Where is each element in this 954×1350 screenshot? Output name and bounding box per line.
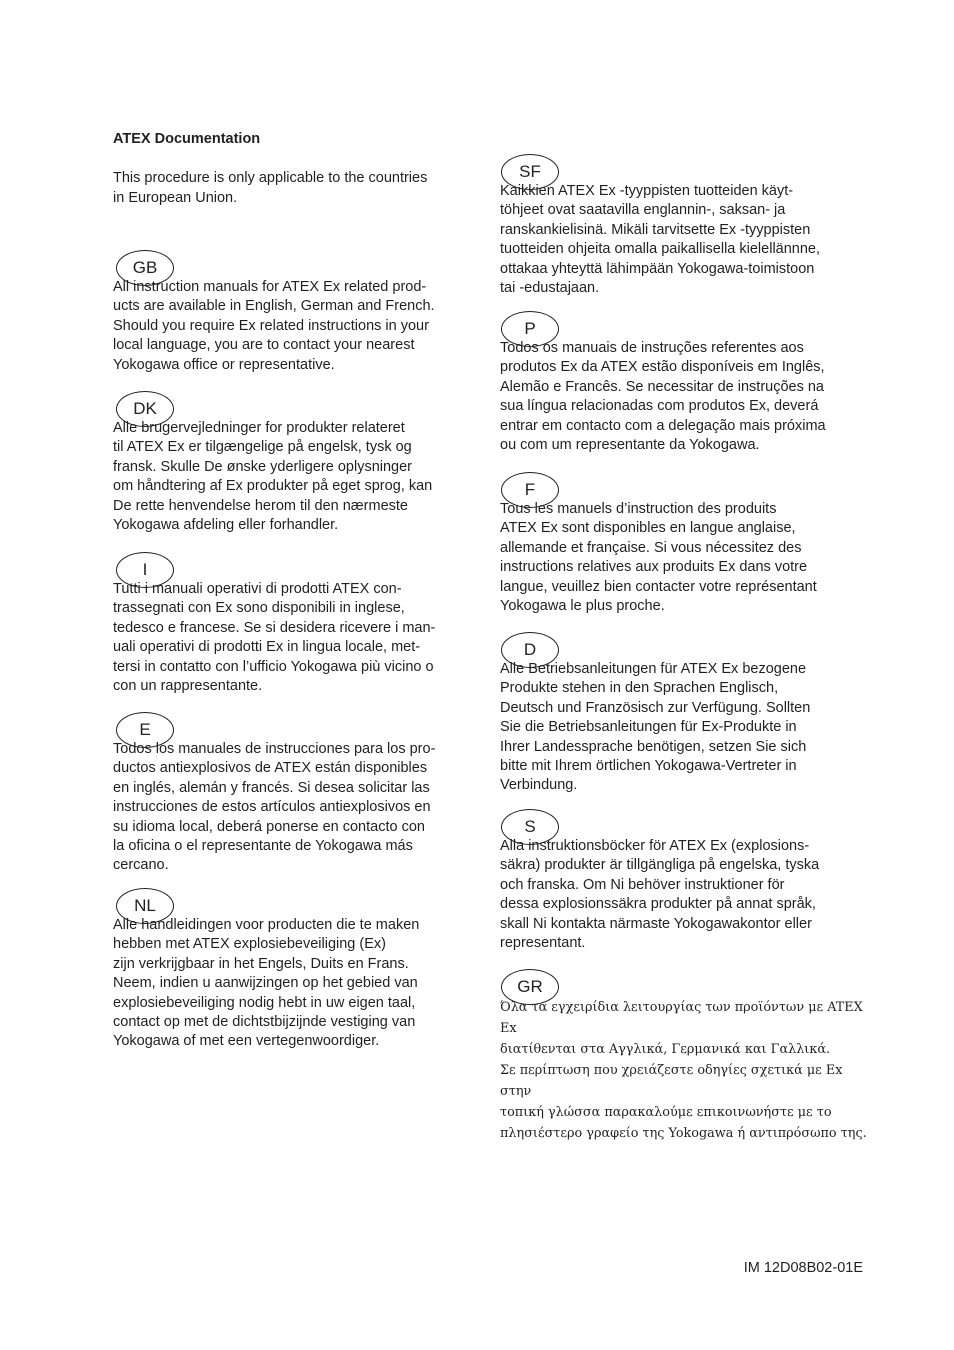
language-code-dk: DK: [116, 391, 174, 427]
language-code-nl: NL: [116, 888, 174, 924]
language-code-e: E: [116, 712, 174, 748]
section-text-dk: Alle brugervejledninger for produkter relateret til ATEX Ex er tilgængelige på engelsk, tysk og fransk. Skulle De ønske yderligere oplysninger om håndtering af Ex produkter på eget sprog, kan De rette henvendelse herom til den nærmeste Yokogawa afdeling eller forhandler.: [113, 420, 433, 534]
section-dk: [113, 391, 483, 535]
section-text-gr: Όλα τα εγχειρίδια λειτουργίας των προϊόντων με ATEX Ex διατίθενται στα Αγγλικά, Γερμανικά και Γαλλικά. Σε περίπτωση που χρειάζεστε οδηγίες σχετικά με Ex στην τοπική γλώσσα παρακαλούμε επικοινωνήστε με το πλησιέστερο γραφείο της Yokogawa ή αντιπρόσωπο της.: [500, 1000, 867, 1141]
section-gb: [113, 250, 483, 375]
intro-text: This procedure is only applicable to the countries in European Union.: [113, 170, 428, 206]
section-text-nl: Alle handleidingen voor producten die te maken hebben met ATEX explosiebeveiliging (Ex) zijn verkrijgbaar in het Engels, Duits en Frans. Neem, indien u aanwijzingen op het gebied van explosiebeveiliging nodig hebt in uw eigen taal, contact op met de dichtstbijzijnde vestiging van Yokogawa of met een vertegenwoordiger.: [113, 917, 420, 1050]
section-nl: [113, 888, 483, 1052]
section-f: [500, 472, 872, 616]
language-code-gb: GB: [116, 250, 174, 286]
section-text-f: Tous les manuels d’instruction des produits ATEX Ex sont disponibles en langue anglaise, allemande et française. Si vous nécessitez des instructions relatives aux produits Ex dans votre langue, veuillez bien contacter votre représentant Yokogawa le plus proche.: [500, 501, 817, 615]
language-code-f: F: [501, 472, 559, 508]
page-title: ATEX Documentation: [113, 131, 261, 147]
language-code-sf: SF: [501, 154, 559, 190]
section-e: [113, 712, 483, 876]
language-code-s: S: [501, 809, 559, 845]
language-code-gr: GR: [501, 969, 559, 1005]
section-text-i: Tutti i manuali operativi di prodotti ATEX con- trassegnati con Ex sono disponibili in inglese, tedesco e francese. Se si desidera ricevere i man- uali operativi di prodotti Ex in lingua locale, met- tersi in contatto con l’ufficio Yokogawa più vicino o con un rappresentante.: [113, 581, 436, 695]
section-d: [500, 632, 872, 796]
section-text-e: Todos los manuales de instrucciones para los pro- ductos antiexplosivos de ATEX están disponibles en inglés, alemán y francés. Si desea solicitar las instrucciones de estos artículos antiexplosivos en su idioma local, deberá ponerse en contacto con la oficina o el representante de Yokogawa más cercano.: [113, 741, 436, 874]
section-text-p: Todos os manuais de instruções referentes aos produtos Ex da ATEX estão disponíveis em Inglês, Alemão e Francês. Se necessitar de instruções na sua língua relacionadas com produtos Ex, deverá entrar em contacto com a delegação mais próxima ou com um representante da Yokogawa.: [500, 340, 826, 454]
section-gr: [500, 969, 872, 1144]
language-code-i: I: [116, 552, 174, 588]
section-text-gb: All instruction manuals for ATEX Ex related prod- ucts are available in English, German and French. Should you require Ex related instructions in your local language, you are to contact your nearest Yokogawa office or representative.: [113, 279, 435, 373]
section-s: [500, 809, 872, 953]
language-code-p: P: [501, 311, 559, 347]
section-text-d: Alle Betriebsanleitungen für ATEX Ex bezogene Produkte stehen in den Sprachen Englisch, Deutsch und Französisch zur Verfügung. Sollten Sie die Betriebsanleitungen für Ex-Produkte in Ihrer Landessprache benötigen, setzen Sie sich bitte mit Ihrem örtlichen Yokogawa-Vertreter in Verbindung.: [500, 661, 811, 794]
section-text-sf: Kaikkien ATEX Ex -tyyppisten tuotteiden käyt- töhjeet ovat saatavilla englannin-, saksan- ja ranskankielisinä. Mikäli tarvitsette Ex -tyyppisten tuotteiden ohjeita omalla paikallisella kielellännne, ottakaa yhteyttä lähimpään Yokogawa-toimistoon tai -edustajaan.: [500, 183, 821, 297]
section-text-s: Alla instruktionsböcker för ATEX Ex (explosions- säkra) produkter är tillgängliga på engelska, tyska och franska. Om Ni behöver instruktioner för dessa explosionssäkra produkter på annat språk, skall Ni kontakta närmaste Yokogawakontor eller representant.: [500, 838, 820, 952]
section-sf: [500, 154, 872, 298]
section-p: [500, 311, 872, 455]
document-id: IM 12D08B02-01E: [743, 1260, 863, 1276]
section-i: [113, 552, 483, 696]
language-code-d: D: [501, 632, 559, 668]
